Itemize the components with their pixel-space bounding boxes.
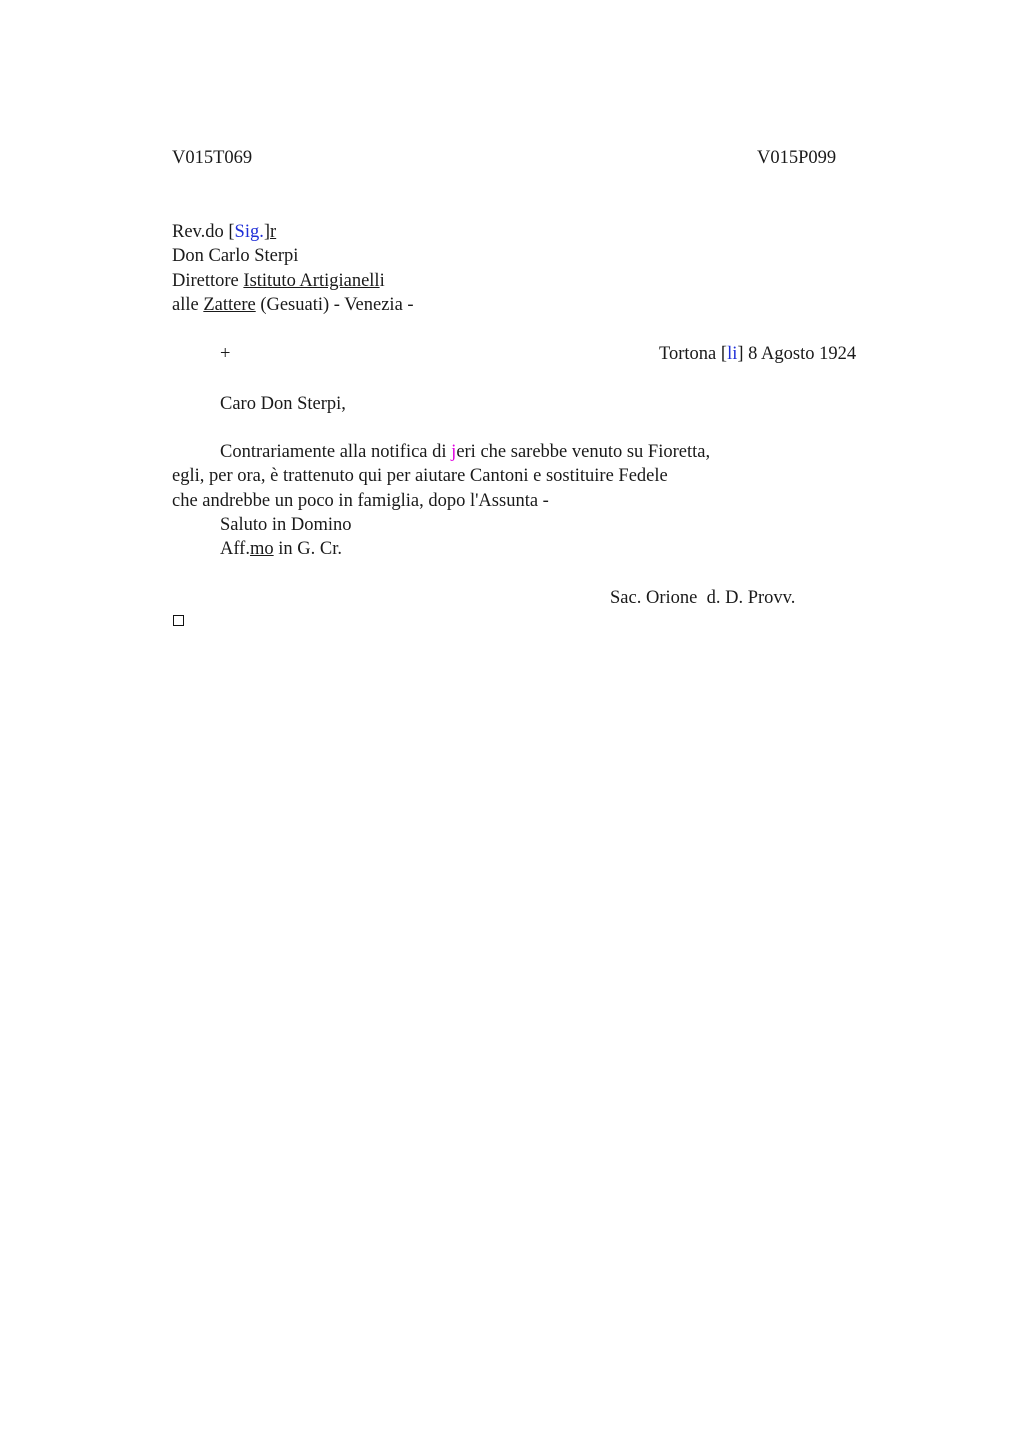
- checkbox-square-icon: [173, 615, 184, 626]
- underlined-mo: mo: [249, 539, 274, 559]
- bracket-close: ]: [263, 222, 271, 242]
- page-code-right: V015P099: [757, 148, 837, 168]
- editorial-j: j: [451, 442, 457, 462]
- bracket-open: [: [228, 222, 235, 242]
- cross-mark: +: [220, 344, 231, 364]
- address-line-3: Direttore Istituto Artigianelli: [172, 271, 385, 291]
- underlined-superscript: r: [270, 222, 277, 242]
- page-code-left: V015T069: [172, 148, 253, 168]
- editorial-li: li: [727, 344, 738, 364]
- dateline: Tortona [li] 8 Agosto 1924: [659, 344, 857, 364]
- body-line-5: Aff.mo in G. Cr.: [220, 539, 342, 559]
- address-title: Rev.do: [172, 222, 229, 242]
- body-line-2: egli, per ora, è trattenuto qui per aiutare Cantoni e sostituire Fedele: [172, 466, 668, 486]
- editorial-insertion: Sig.: [234, 222, 264, 242]
- body-line-4: Saluto in Domino: [220, 515, 352, 535]
- address-line-4: alle Zattere (Gesuati) - Venezia -: [172, 295, 414, 315]
- address-line-1: [172, 221, 276, 243]
- underlined-institute: Istituto Artigianell: [243, 271, 380, 291]
- address-line-2: Don Carlo Sterpi: [172, 246, 299, 266]
- greeting: Caro Don Sterpi,: [220, 394, 346, 414]
- body-line-1: Contrariamente alla notifica di jeri che sarebbe venuto su Fioretta,: [220, 442, 711, 462]
- signature: Sac. Orione d. D. Provv.: [610, 588, 796, 608]
- underlined-zattere: Zattere: [203, 295, 256, 315]
- body-line-3: che andrebbe un poco in famiglia, dopo l'Assunta -: [172, 491, 549, 511]
